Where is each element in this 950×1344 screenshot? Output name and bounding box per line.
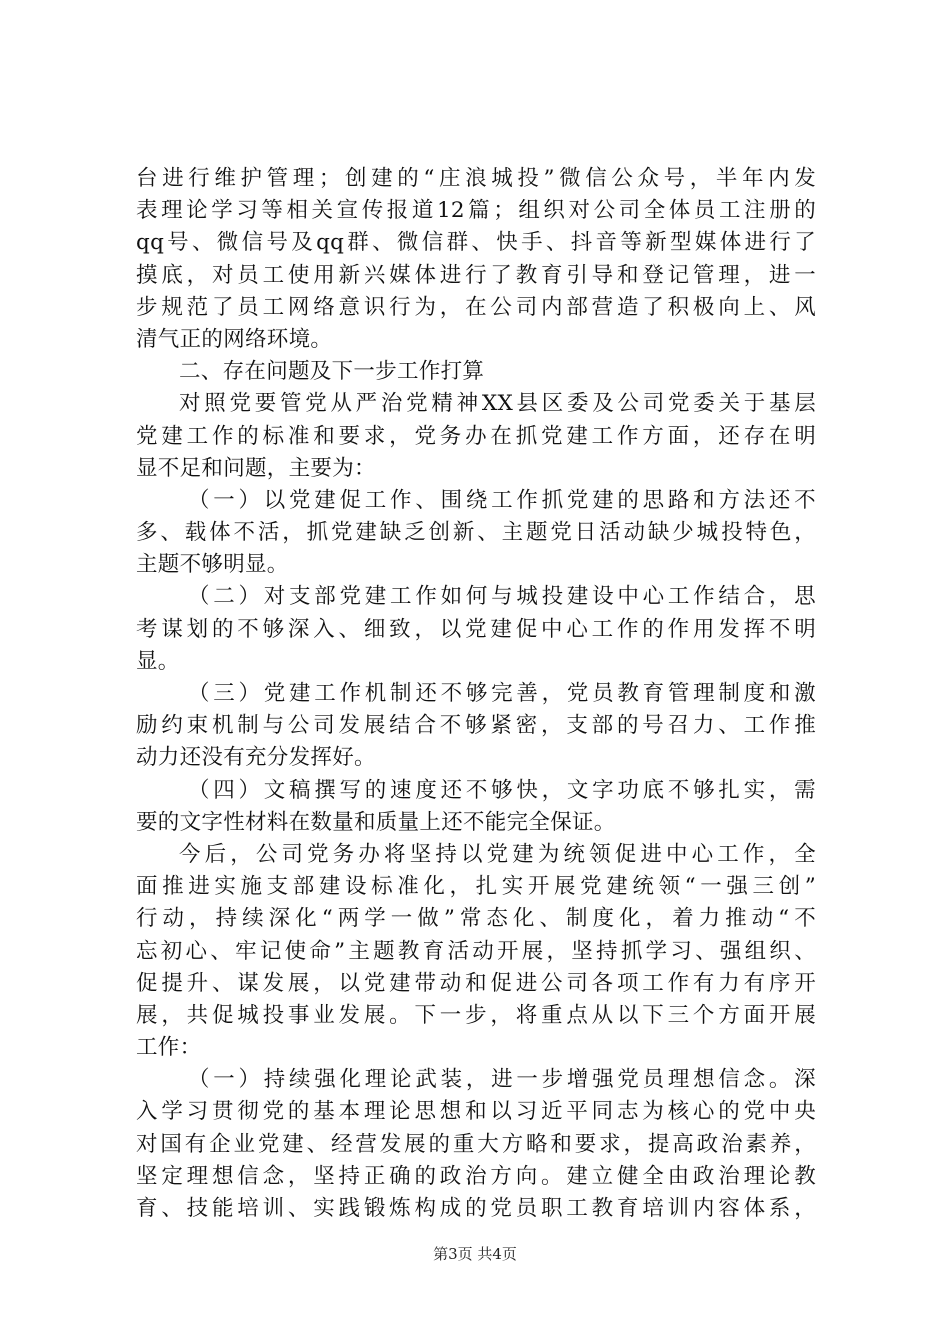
text-line: 促提升、谋发展，以党建带动和促进公司各项工作有力有序开	[136, 970, 816, 996]
text-line: 多、载体不活，抓党建缺乏创新、主题党日活动缺少城投特色，	[136, 520, 816, 546]
text-line: qq号、微信号及qq群、微信群、快手、抖音等新型媒体进行了	[136, 230, 816, 256]
page-footer: 第3页 共4页	[433, 1245, 517, 1263]
text-line: （二）对支部党建工作如何与城投建设中心工作结合，思	[188, 584, 816, 610]
text-line: （三）党建工作机制还不够完善，党员教育管理制度和激	[188, 681, 816, 706]
text-line: 党建工作的标准和要求，党务办在抓党建工作方面，还存在明	[136, 423, 816, 449]
text-line: 考谋划的不够深入、细致，以党建促中心工作的作用发挥不明	[136, 616, 816, 642]
text-line: 育、技能培训、实践锻炼构成的党员职工教育培训内容体系，	[136, 1196, 816, 1221]
text-line: 动力还没有充分发挥好。	[136, 745, 376, 771]
text-line: （四）文稿撰写的速度还不够快，文字功底不够扎实，需	[188, 777, 816, 803]
text-line: 显。	[136, 648, 180, 674]
text-line: 对国有企业党建、经营发展的重大方略和要求，提高政治素养，	[136, 1131, 816, 1157]
text-line: 台进行维护管理；创建的“庄浪城投”微信公众号，半年内发	[136, 166, 816, 191]
text-line: 二、存在问题及下一步工作打算	[179, 359, 485, 385]
text-line: 对照党要管党从严治党精神XX县区委及公司党委关于基层	[179, 391, 816, 417]
text-line: 主题不够明显。	[136, 552, 289, 578]
text-line: 要的文字性材料在数量和质量上还不能完全保证。	[136, 809, 616, 835]
text-line: 工作：	[136, 1035, 202, 1061]
text-line: 励约束机制与公司发展结合不够紧密，支部的号召力、工作推	[136, 713, 816, 739]
text-line: 步规范了员工网络意识行为，在公司内部营造了积极向上、风	[136, 294, 816, 320]
text-line: 显不足和问题，主要为：	[136, 455, 376, 481]
text-line: （一）持续强化理论武装，进一步增强党员理想信念。深	[188, 1067, 816, 1093]
text-line: 坚定理想信念，坚持正确的政治方向。建立健全由政治理论教	[136, 1163, 816, 1189]
text-line: 表理论学习等相关宣传报道12篇；组织对公司全体员工注册的	[136, 198, 816, 224]
text-line: 今后，公司党务办将坚持以党建为统领促进中心工作，全	[179, 841, 816, 867]
text-line: 忘初心、牢记使命”主题教育活动开展，坚持抓学习、强组织、	[136, 938, 816, 964]
text-line: 展，共促城投事业发展。下一步，将重点从以下三个方面开展	[136, 1002, 816, 1028]
text-line: 入学习贯彻党的基本理论思想和以习近平同志为核心的党中央	[136, 1099, 816, 1125]
text-line: 摸底，对员工使用新兴媒体进行了教育引导和登记管理，进一	[136, 262, 816, 288]
text-line: （一）以党建促工作、围绕工作抓党建的思路和方法还不	[188, 487, 816, 513]
text-line: 清气正的网络环境。	[136, 326, 333, 352]
document-body	[136, 163, 816, 1225]
text-line: 面推进实施支部建设标准化，扎实开展党建统领“一强三创”	[136, 874, 816, 900]
text-line: 行动，持续深化“两学一做”常态化、制度化，着力推动“不	[136, 906, 816, 932]
